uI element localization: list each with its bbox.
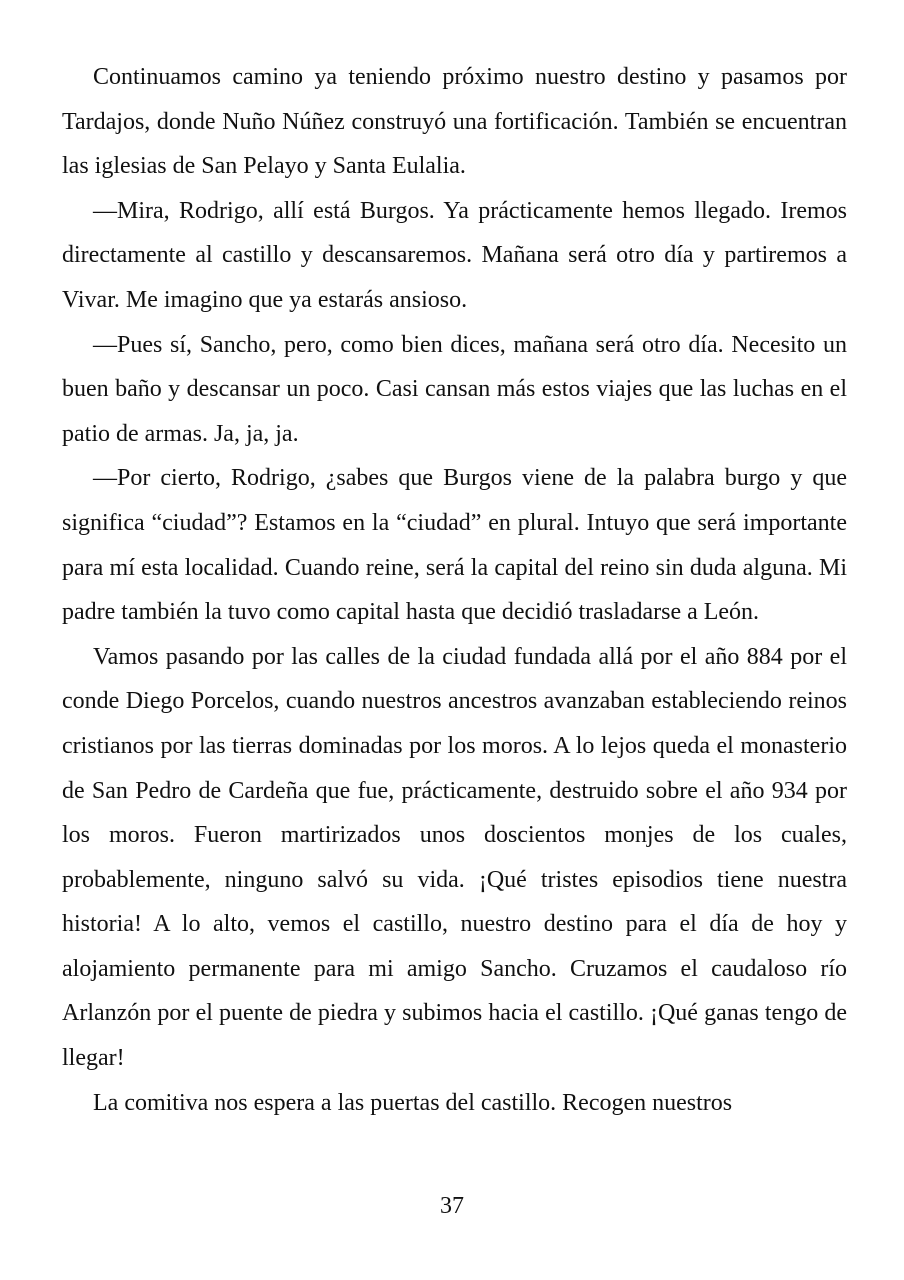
page-number: 37 — [440, 1193, 464, 1219]
paragraph-3: —Pues sí, Sancho, pero, como bien dices, mañana será otro día. Necesito un buen baño y descansar un poco. Casi cansan más estos viajes que las luchas en el patio de armas. Ja, ja, ja. — [62, 331, 847, 447]
paragraph-6: La comitiva nos espera a las puertas del castillo. Recogen nuestros — [93, 1089, 733, 1116]
paragraph-2: —Mira, Rodrigo, allí está Burgos. Ya prácticamente hemos llegado. Iremos directamente al castillo y descansaremos. Mañana será otro día y partiremos a Vivar. Me imagino que ya estarás ansioso. — [62, 197, 847, 313]
page-body — [62, 55, 847, 1125]
paragraph-1: Continuamos camino ya teniendo próximo nuestro destino y pasamos por Tardajos, donde Nuño Núñez construyó una fortificación. También se encuentran las iglesias de San Pelayo y Santa Eulalia. — [62, 64, 847, 180]
paragraph-4: —Por cierto, Rodrigo, ¿sabes que Burgos viene de la palabra burgo y que significa “ciudad”? Estamos en la “ciudad” en plural. Intuyo que será importante para mí esta localidad. Cuando reine, será la capital del reino sin duda alguna. Mi padre también la tuvo como capital hasta que decidió trasladarse a León. — [62, 465, 847, 626]
paragraph-5: Vamos pasando por las calles de la ciudad fundada allá por el año 884 por el conde Diego Porcelos, cuando nuestros ancestros avanzaban estableciendo reinos cristianos por las tierras dominadas por los moros. A lo lejos queda el monasterio de San Pedro de Cardeña que fue, prácticamente, destruido sobre el año 934 por los moros. Fueron martirizados unos doscientos monjes de los cuales, probablemente, ninguno salvó su vida. ¡Qué tristes episodios tiene nuestra historia! A lo alto, vemos el castillo, nuestro destino para el día de hoy y alojamiento permanente para mi amigo Sancho. Cruzamos el caudaloso río Arlanzón por el puente de piedra y subimos hacia el castillo. ¡Qué ganas tengo de llegar! — [62, 643, 847, 1072]
